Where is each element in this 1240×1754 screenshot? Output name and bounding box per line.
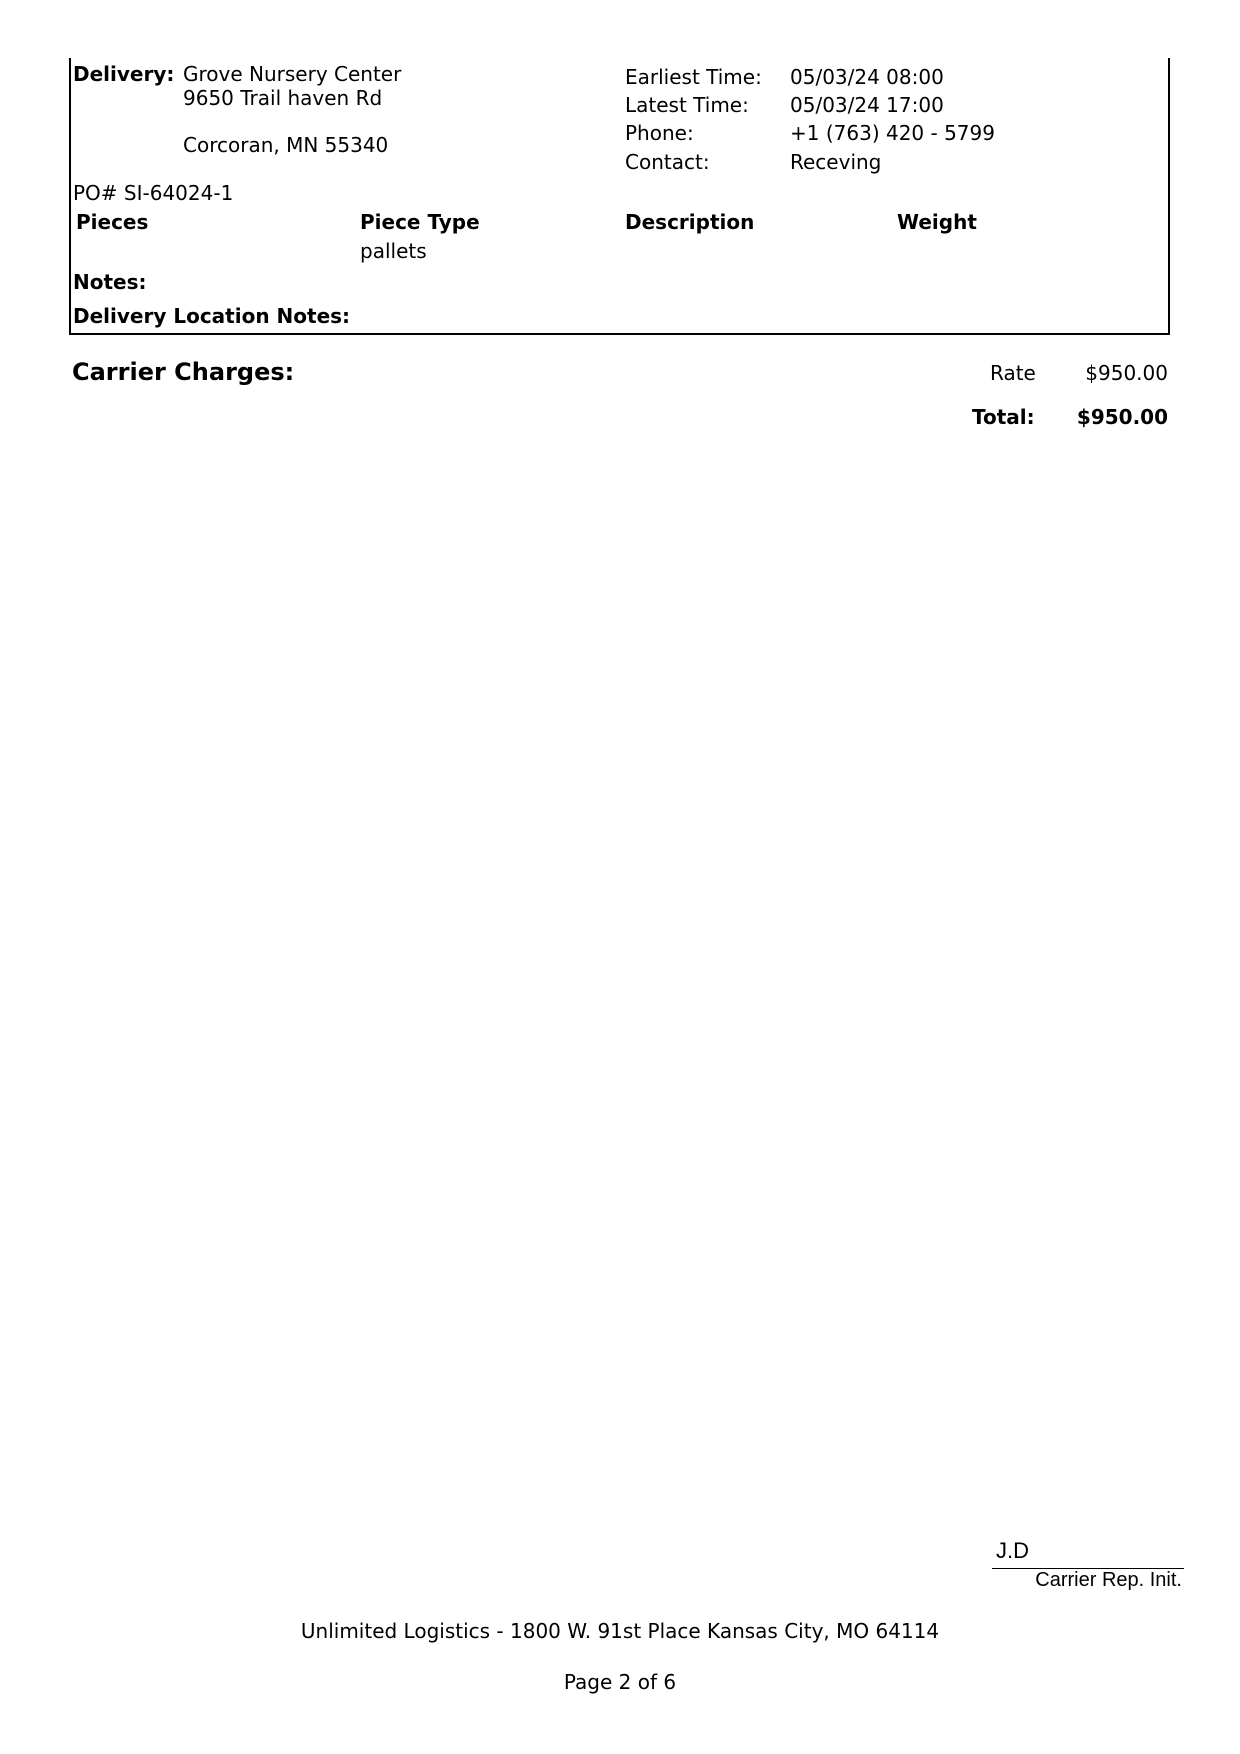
delivery-label: Delivery: bbox=[73, 62, 175, 86]
total-label: Total: bbox=[972, 405, 1035, 429]
page-number: Page 2 of 6 bbox=[563, 1670, 677, 1694]
rate-value: $950.00 bbox=[1085, 361, 1168, 385]
latest-time-value: 05/03/24 17:00 bbox=[790, 93, 944, 117]
weight-header: Weight bbox=[897, 210, 977, 234]
total-value: $950.00 bbox=[1076, 405, 1168, 429]
footer-address: Unlimited Logistics - 1800 W. 91st Place Kansas City, MO 64114 bbox=[300, 1619, 940, 1643]
po-number: PO# SI-64024-1 bbox=[73, 181, 234, 205]
phone-label: Phone: bbox=[625, 121, 694, 145]
latest-time-label: Latest Time: bbox=[625, 93, 749, 117]
description-header: Description bbox=[625, 210, 755, 234]
delivery-name: Grove Nursery Center bbox=[183, 62, 402, 86]
piece-type-header: Piece Type bbox=[360, 210, 480, 234]
earliest-time-value: 05/03/24 08:00 bbox=[790, 65, 944, 89]
earliest-time-label: Earliest Time: bbox=[625, 65, 762, 89]
contact-value: Receving bbox=[790, 150, 882, 174]
carrier-rep-label: Carrier Rep. Init. bbox=[1035, 1569, 1182, 1591]
delivery-city-state-zip: Corcoran, MN 55340 bbox=[183, 133, 389, 157]
delivery-location-notes-label: Delivery Location Notes: bbox=[73, 304, 351, 328]
carrier-rep-initials: J.D bbox=[996, 1538, 1029, 1563]
notes-label: Notes: bbox=[73, 270, 147, 294]
carrier-charges-heading: Carrier Charges: bbox=[72, 358, 295, 386]
phone-value: +1 (763) 420 - 5799 bbox=[790, 121, 995, 145]
rate-label: Rate bbox=[990, 361, 1036, 385]
delivery-street: 9650 Trail haven Rd bbox=[183, 86, 383, 110]
pieces-header: Pieces bbox=[76, 210, 149, 234]
contact-label: Contact: bbox=[625, 150, 710, 174]
table-cell-piece-type: pallets bbox=[360, 239, 427, 263]
